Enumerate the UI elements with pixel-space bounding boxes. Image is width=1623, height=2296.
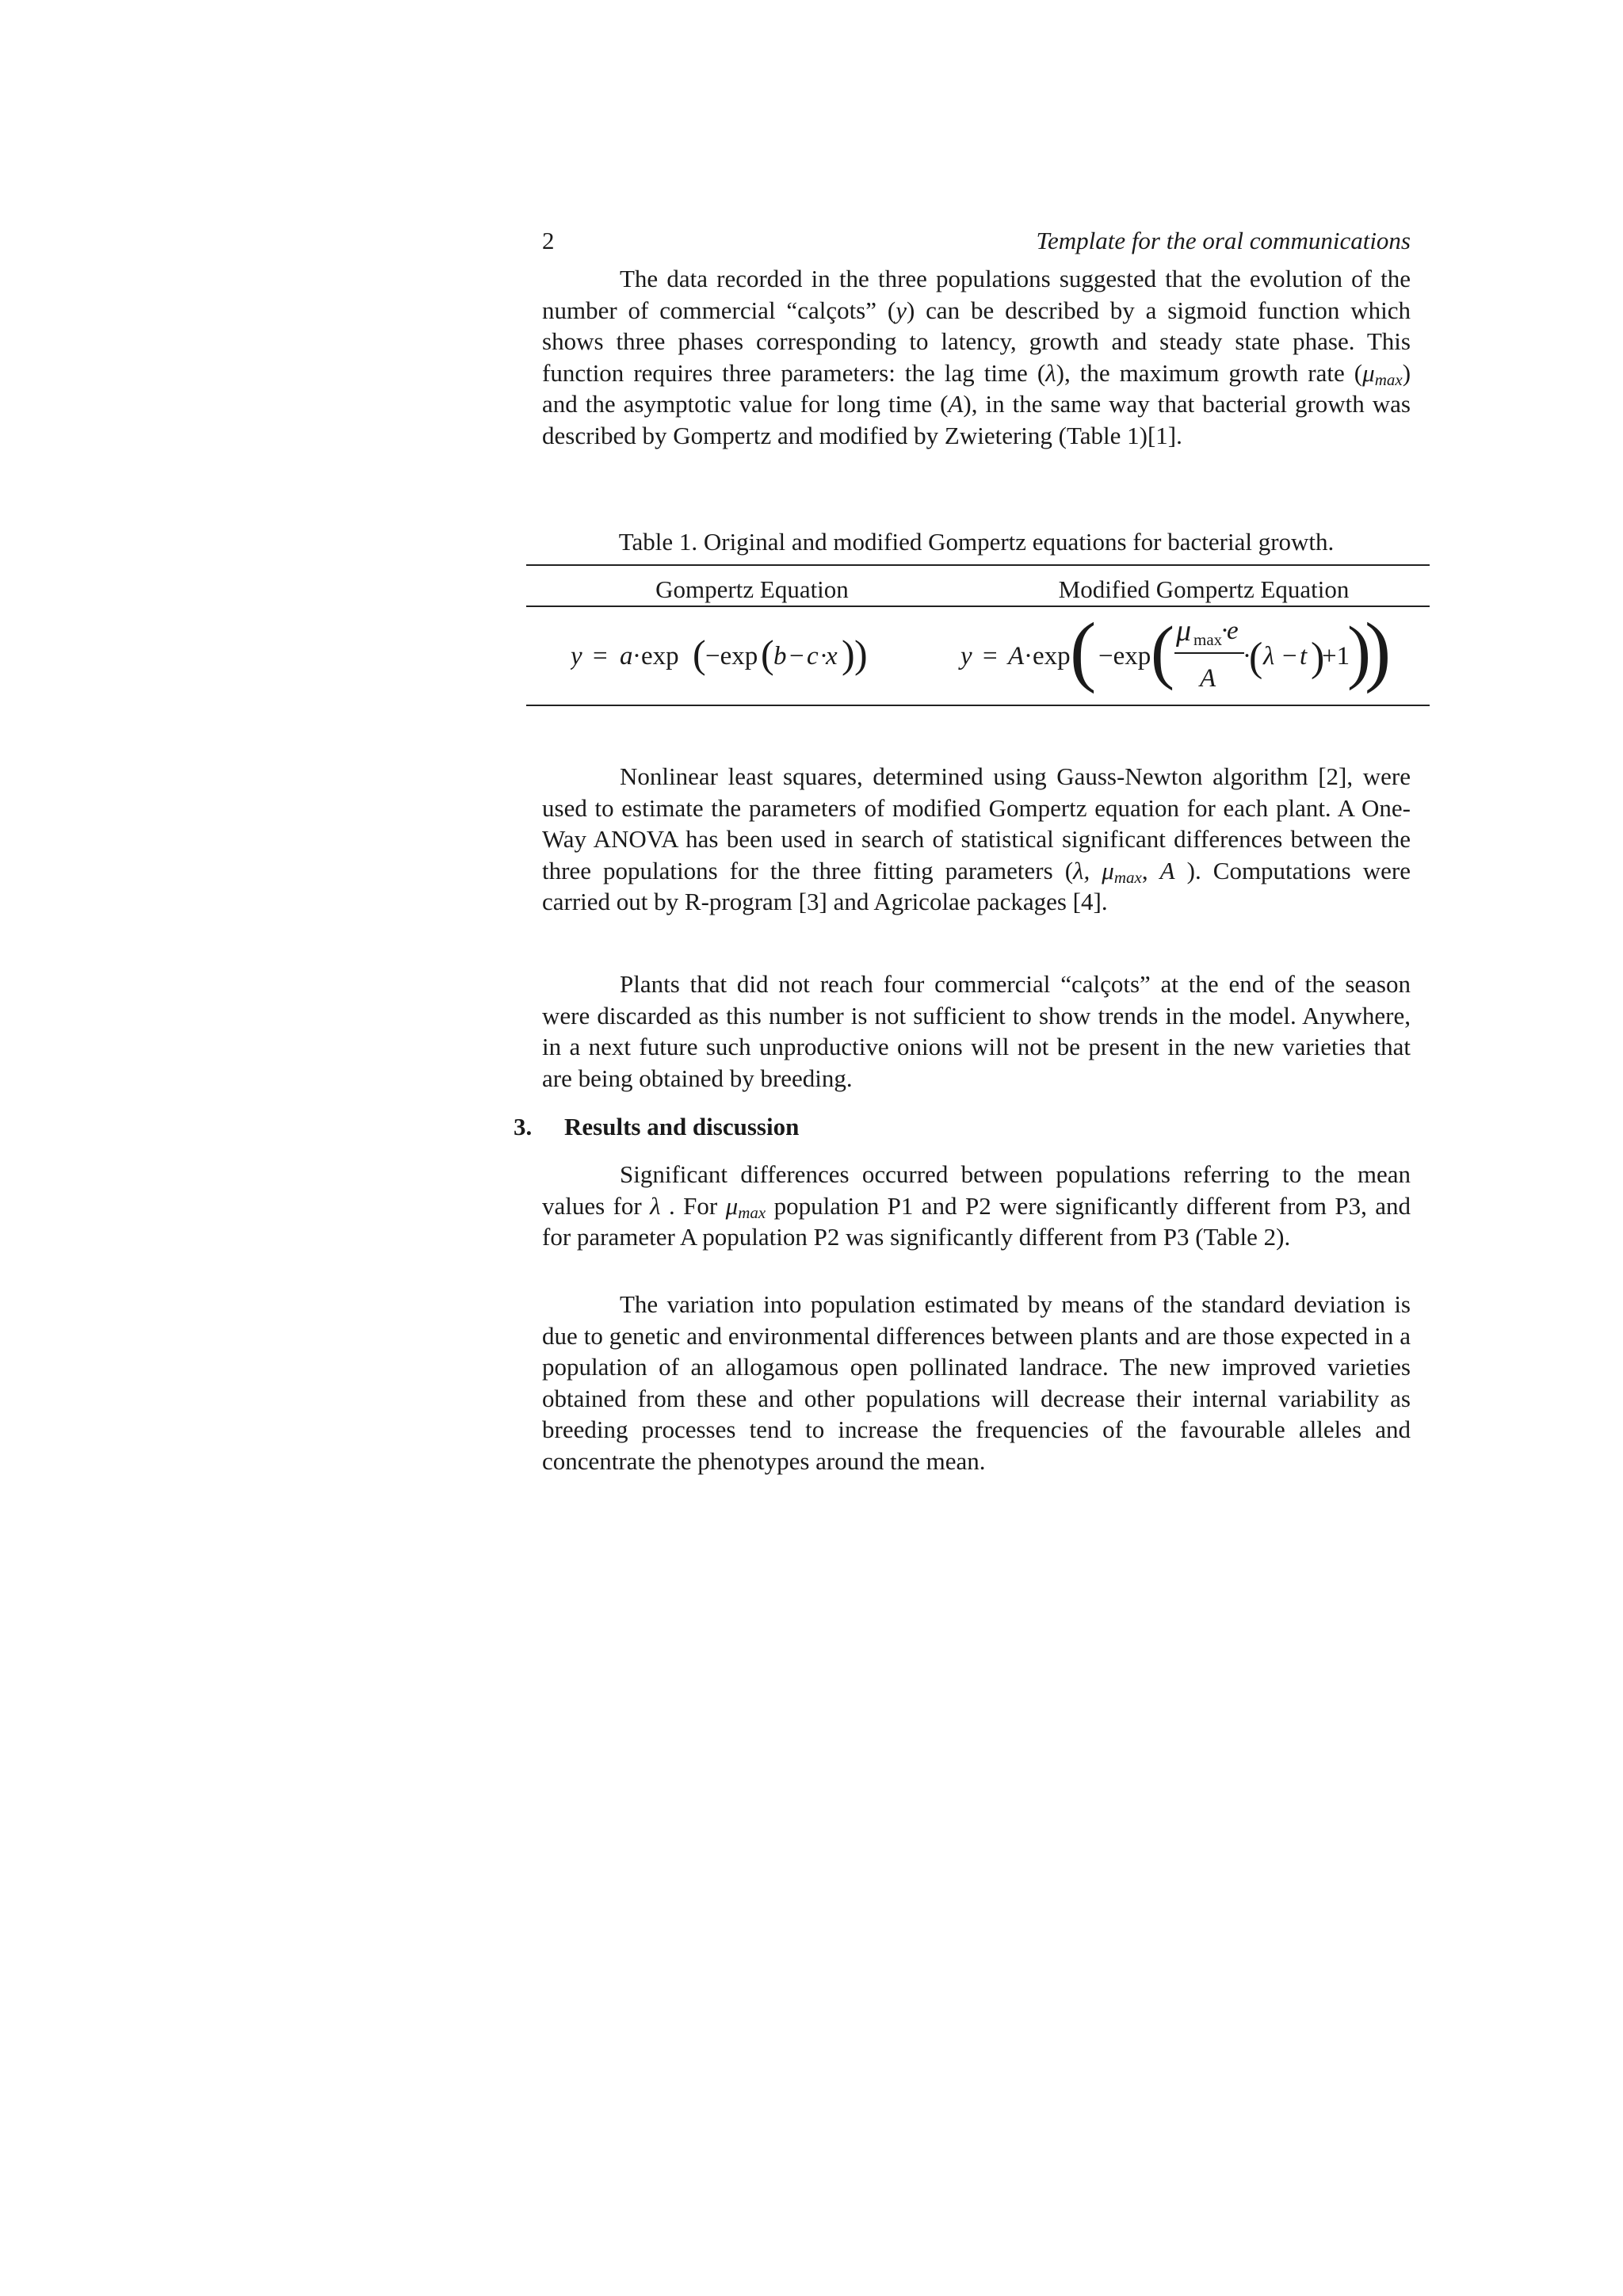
eq2-small-paren-open: ( — [1249, 635, 1263, 680]
eq1-dot: · — [819, 642, 828, 670]
paragraph-model-description: The data recorded in the three populations suggested that the evolution of the number of commercial “calçots” (y) can be described by a sigmoid function which shows three phases corresponding to latency, growth and steady state phase. This function requires three parameters: the lag time (λ), the maximum growth rate $(\mu_{max})$ and the asymptotic value for long time (A), in the same way that bacterial growth was described by Gompertz and modified by Zwietering (Table 1)[1]. — [542, 265, 1411, 449]
section-heading — [514, 1111, 1411, 1143]
eq2-e: e — [1227, 617, 1239, 645]
eq1-inner-paren-open: ( — [761, 632, 774, 676]
eq2-big-paren-close: ) — [1365, 607, 1392, 694]
table-bottom-rule — [526, 705, 1430, 706]
eq2-equals: = — [983, 642, 998, 670]
page-number: 2 — [542, 227, 555, 254]
eq2-small-paren-close: ) — [1311, 635, 1325, 680]
eq2-big-paren-open: ( — [1070, 607, 1097, 694]
modified-gompertz-equation — [951, 607, 1395, 702]
table-column-header-gompertz: Gompertz Equation — [655, 575, 849, 603]
eq2-lambda: λ — [1263, 642, 1275, 670]
eq2-t: t — [1300, 642, 1308, 670]
eq1-minus: − — [789, 642, 804, 670]
running-title: Template for the oral communications — [1036, 227, 1411, 254]
paragraph-methods: Nonlinear least squares, determined using Gauss-Newton algorithm [2], were used to estimate the parameters of modified Gompertz equation for each plant. A One-Way ANOVA has been used in search of statistical significant differences between the three populations for the three fitting parameters (λ, $\mu_{max}$, A ). Computations were carried out by R-program [3] and Agricolae packages [4]. — [542, 762, 1411, 916]
eq2-dot-mid: · — [1243, 642, 1251, 670]
table-column-header-modified: Modified Gompertz Equation — [1058, 575, 1350, 603]
eq2-A: A — [1008, 642, 1025, 670]
eq2-exp: ·exp — [1024, 642, 1071, 670]
eq1-inner-paren-close: ) — [842, 632, 855, 676]
eq1-x: x — [826, 642, 838, 670]
section-number: 3. — [514, 1113, 533, 1140]
eq2-A-denominator: A — [1200, 664, 1216, 693]
eq2-mu: μ — [1176, 614, 1192, 648]
table-caption: Table 1. Original and modified Gompertz equations for bacterial growth. — [618, 528, 1335, 556]
paragraph-variation: The variation into population estimated by means of the standard deviation is due to genetic and environmental differences between plants and are those expected in a population of an allogamous open pollinated landrace. The new improved varieties obtained from these and other populations will decrease their internal variability as breeding processes tend to increase the frequencies of the favourable alleles and concentrate the phenotypes around the mean. — [542, 1290, 1411, 1475]
eq2-max: max — [1193, 630, 1223, 649]
eq1-c: c — [807, 642, 819, 670]
eq1-paren-open: ( — [693, 632, 706, 676]
paragraph-results: Significant differences occurred between populations referring to the mean values for λ . For $\mu_{max}$ population P1 and P2 were significantly different from P3, and for parameter A population P2 was significantly different from P3 (Table 2). — [542, 1160, 1411, 1251]
eq1-paren-close: ) — [854, 632, 868, 676]
eq2-y: y — [960, 642, 972, 670]
eq1-a: a — [620, 642, 633, 670]
eq1-b: b — [773, 642, 787, 670]
eq2-dot-top: · — [1220, 617, 1229, 645]
eq2-mid-paren-close: ) — [1347, 613, 1371, 691]
page-header — [542, 225, 1411, 257]
eq2-minus-exp: −exp — [1098, 642, 1151, 670]
gompertz-equation — [571, 607, 888, 702]
section-title: Results and discussion — [564, 1113, 800, 1140]
eq2-minus: − — [1282, 642, 1297, 670]
table-top-rule — [526, 564, 1430, 566]
eq1-exp: ·exp — [632, 642, 679, 670]
eq1-minus-exp: −exp — [705, 642, 758, 670]
paragraph-discarded-plants: Plants that did not reach four commercial “calçots” at the end of the season were discarded as this number is not sufficient to show trends in the model. Anywhere, in a next future such unproductive onions will not be present in the new varieties that are being obtained by breeding. — [542, 970, 1411, 1092]
eq1-equals: = — [593, 642, 608, 670]
eq1-y: y — [571, 642, 582, 670]
eq2-plus-one: +1 — [1322, 642, 1350, 670]
eq2-mid-paren-open: ( — [1151, 613, 1174, 691]
